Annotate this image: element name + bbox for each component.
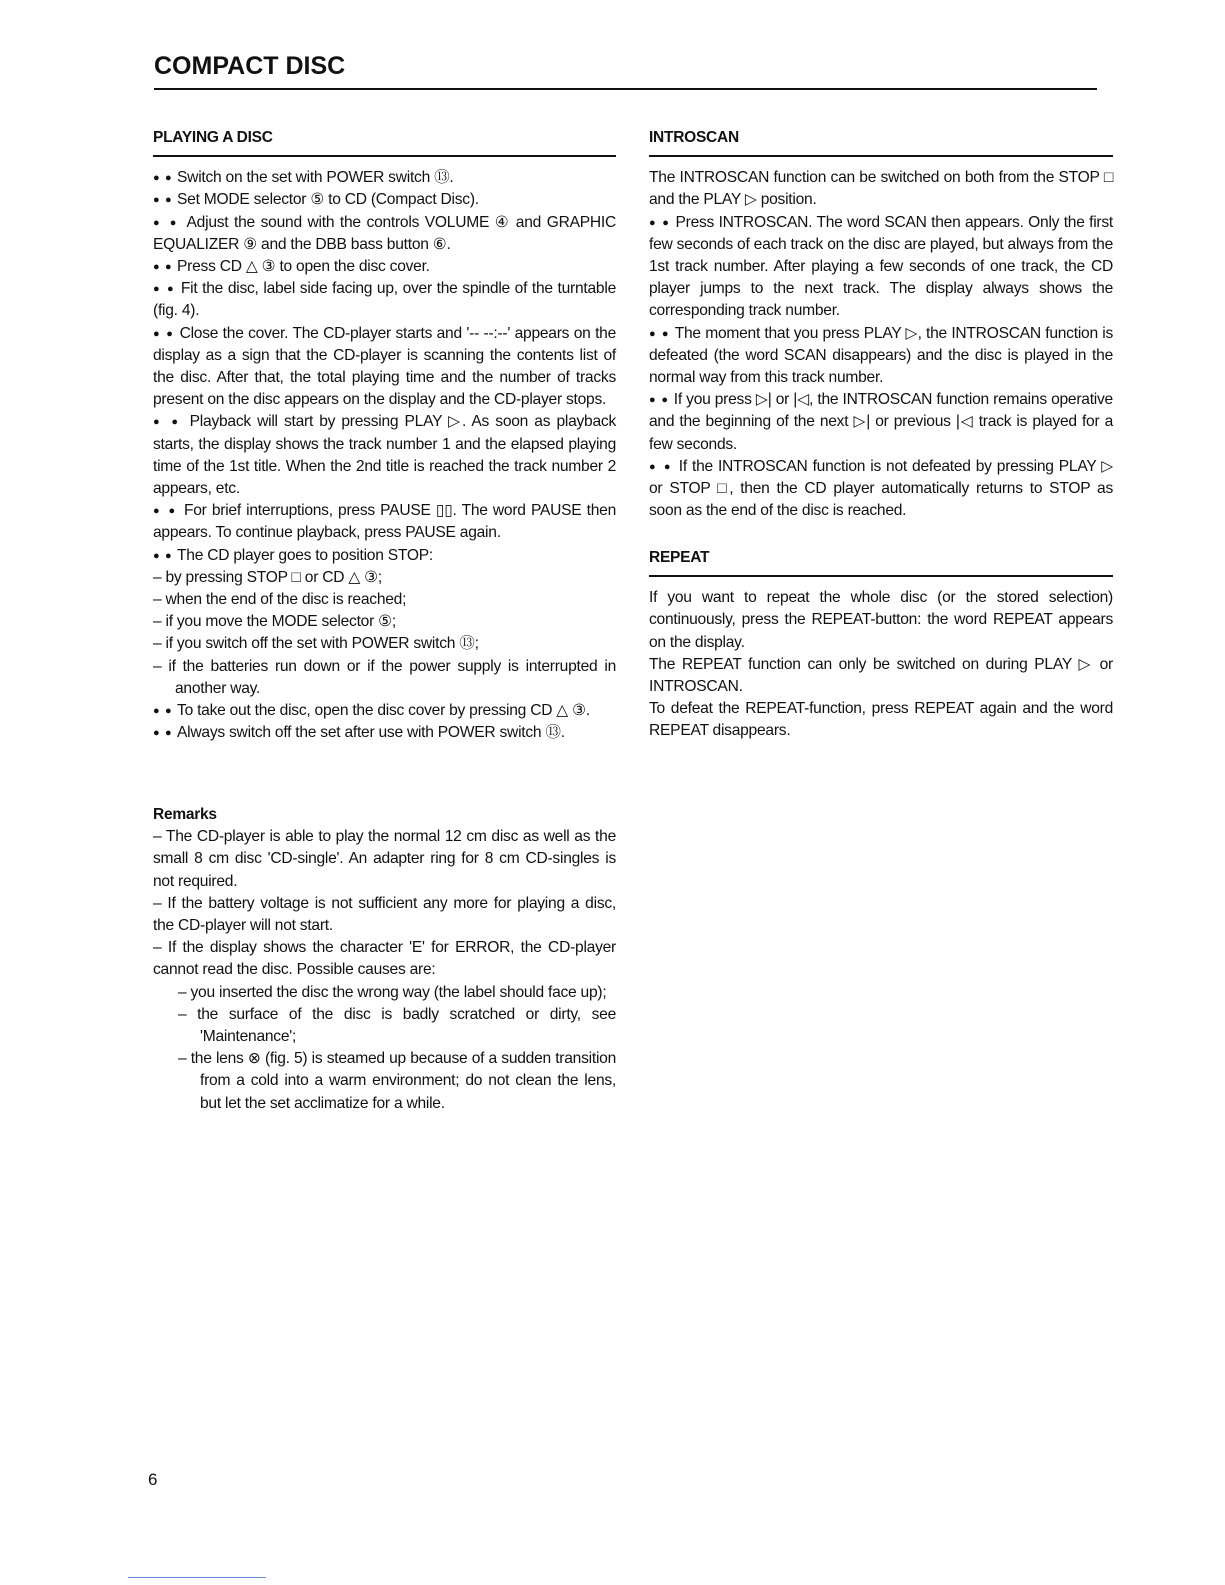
dash-list-item: [153, 656, 616, 700]
paragraph-text: – the surface of the disc is badly scratched or dirty, see 'Maintenance';: [178, 1005, 616, 1046]
paragraph-text: ● Press INTROSCAN. The word SCAN then appears. Only the first few seconds of each track on the disc are played, but always from the 1st track number. After playing a few seconds of one track, the CD player jumps to the next track. The display always shows the corresponding track number.: [649, 214, 1113, 320]
paragraph: [649, 654, 1113, 698]
paragraph-text: ● Press CD △ ③ to open the disc cover.: [165, 258, 430, 275]
section-playing-a-disc: [153, 127, 616, 744]
paragraph-text: ● Always switch off the set after use with POWER switch ⑬.: [165, 724, 565, 741]
bullet-paragraph: [649, 389, 1113, 456]
dash-list-item: [153, 1004, 616, 1048]
bullet-paragraph: [153, 278, 616, 322]
section-body: [649, 167, 1113, 522]
paragraph: [649, 587, 1113, 654]
paragraph-text: ● If the INTROSCAN function is not defeated by pressing PLAY ▷ or STOP □, then the CD player automatically returns to STOP as soon as the end of the disc is reached.: [649, 458, 1113, 519]
section-heading: PLAYING A DISC: [153, 127, 616, 157]
paragraph-text: ● Adjust the sound with the controls VOLUME ④ and GRAPHIC EQUALIZER ⑨ and the DBB bass button ⑥.: [153, 214, 616, 253]
paragraph-text: If you want to repeat the whole disc (or the stored selection) continuously, press the REPEAT-button: the word REPEAT appears on the display.: [649, 589, 1113, 651]
paragraph-text: ● The CD player goes to position STOP:: [165, 547, 433, 564]
paragraph-text: – if you switch off the set with POWER switch ⑬;: [153, 635, 479, 653]
bullet-paragraph: [649, 323, 1113, 390]
bullet-paragraph: [153, 545, 616, 567]
section-heading: Remarks: [153, 806, 217, 823]
paragraph-text: – If the battery voltage is not sufficient any more for playing a disc, the CD-player will not start.: [153, 894, 616, 935]
paragraph: [649, 698, 1113, 742]
dash-list-item: [153, 982, 616, 1004]
repeat-column: [649, 547, 1113, 743]
bullet-paragraph: [153, 256, 616, 278]
paragraph-text: – if the batteries run down or if the power supply is interrupted in another way.: [153, 657, 616, 697]
paragraph-text: ● If you press ▷| or |◁, the INTROSCAN function remains operative and the beginning of the next ▷| or previous |◁ track is played for a few seconds.: [649, 391, 1113, 452]
paragraph-text: To defeat the REPEAT-function, press REPEAT again and the word REPEAT disappears.: [649, 700, 1113, 740]
paragraph: [649, 167, 1113, 211]
paragraph: [153, 937, 616, 981]
bullet-paragraph: [153, 411, 616, 500]
dash-list-item: [153, 611, 616, 633]
section-body: [153, 167, 616, 744]
paragraph: [153, 893, 616, 937]
dash-list-item: [153, 589, 616, 611]
section-repeat: [649, 547, 1113, 743]
section-heading: REPEAT: [649, 547, 1113, 577]
left-column: [153, 127, 616, 744]
bullet-paragraph: [153, 212, 616, 256]
bullet-paragraph: [153, 500, 616, 544]
dash-list-item: [153, 567, 616, 589]
title-divider: [154, 88, 1097, 90]
remarks-column: [153, 804, 616, 1115]
paragraph-text: ● Fit the disc, label side facing up, over the spindle of the turntable (fig. 4).: [153, 280, 616, 319]
paragraph-text: ● Playback will start by pressing PLAY ▷. As soon as playback starts, the display shows the track number 1 and the elapsed playing time of the 1st title. When the 2nd title is reached the track number 2 appears, etc.: [153, 413, 616, 497]
bullet-paragraph: [153, 722, 616, 744]
bullet-paragraph: [649, 456, 1113, 523]
section-body: [649, 587, 1113, 742]
paragraph-text: The INTROSCAN function can be switched on both from the STOP □ and the PLAY ▷ position.: [649, 169, 1113, 209]
section-introscan: [649, 127, 1113, 522]
bullet-paragraph: [153, 189, 616, 211]
paragraph-text: ● The moment that you press PLAY ▷, the INTROSCAN function is defeated (the word SCAN disappears) and the disc is played in the normal way from this track number.: [649, 325, 1113, 386]
dash-list-item: [153, 633, 616, 655]
section-body: [153, 826, 616, 1115]
paragraph-text: ● Switch on the set with POWER switch ⑬.: [165, 169, 454, 186]
section-remarks: [153, 804, 616, 1115]
right-column: [649, 127, 1113, 522]
paragraph-text: – when the end of the disc is reached;: [153, 591, 407, 609]
paragraph-text: – If the display shows the character 'E' for ERROR, the CD-player cannot read the disc. Possible causes are:: [153, 939, 616, 979]
paragraph-text: – by pressing STOP □ or CD △ ③;: [153, 568, 382, 586]
page-number: 6: [148, 1470, 158, 1489]
section-heading: INTROSCAN: [649, 127, 1113, 157]
paragraph-text: – The CD-player is able to play the normal 12 cm disc as well as the small 8 cm disc 'CD-single'. An adapter ring for 8 cm CD-singles is not required.: [153, 828, 616, 890]
paragraph-text: ● For brief interruptions, press PAUSE ▯▯. The word PAUSE then appears. To continue playback, press PAUSE again.: [153, 502, 616, 541]
scan-artifact-line: [128, 1577, 266, 1578]
paragraph-text: – you inserted the disc the wrong way (the label should face up);: [178, 983, 607, 1001]
bullet-paragraph: [153, 700, 616, 722]
paragraph-text: ● To take out the disc, open the disc cover by pressing CD △ ③.: [165, 702, 590, 719]
paragraph-text: – if you move the MODE selector ⑤;: [153, 613, 396, 631]
paragraph-text: ● Close the cover. The CD-player starts and '-- --:--' appears on the display as a sign that the CD-player is scanning the contents list of the disc. After that, the total playing time and the number of tracks present on the disc appears on the display and the CD-player stops.: [153, 325, 616, 409]
paragraph-text: The REPEAT function can only be switched on during PLAY ▷ or INTROSCAN.: [649, 655, 1113, 696]
dash-list-item: [153, 1048, 616, 1115]
paragraph-text: ● Set MODE selector ⑤ to CD (Compact Disc).: [165, 191, 479, 208]
bullet-paragraph: [153, 167, 616, 189]
bullet-paragraph: [153, 323, 616, 412]
paragraph-text: – the lens ⊗ (fig. 5) is steamed up because of a sudden transition from a cold into a warm environment; do not clean the lens, but let the set acclimatize for a while.: [178, 1050, 616, 1112]
page-title: COMPACT DISC: [154, 52, 346, 80]
paragraph: [153, 826, 616, 893]
bullet-paragraph: [649, 212, 1113, 323]
